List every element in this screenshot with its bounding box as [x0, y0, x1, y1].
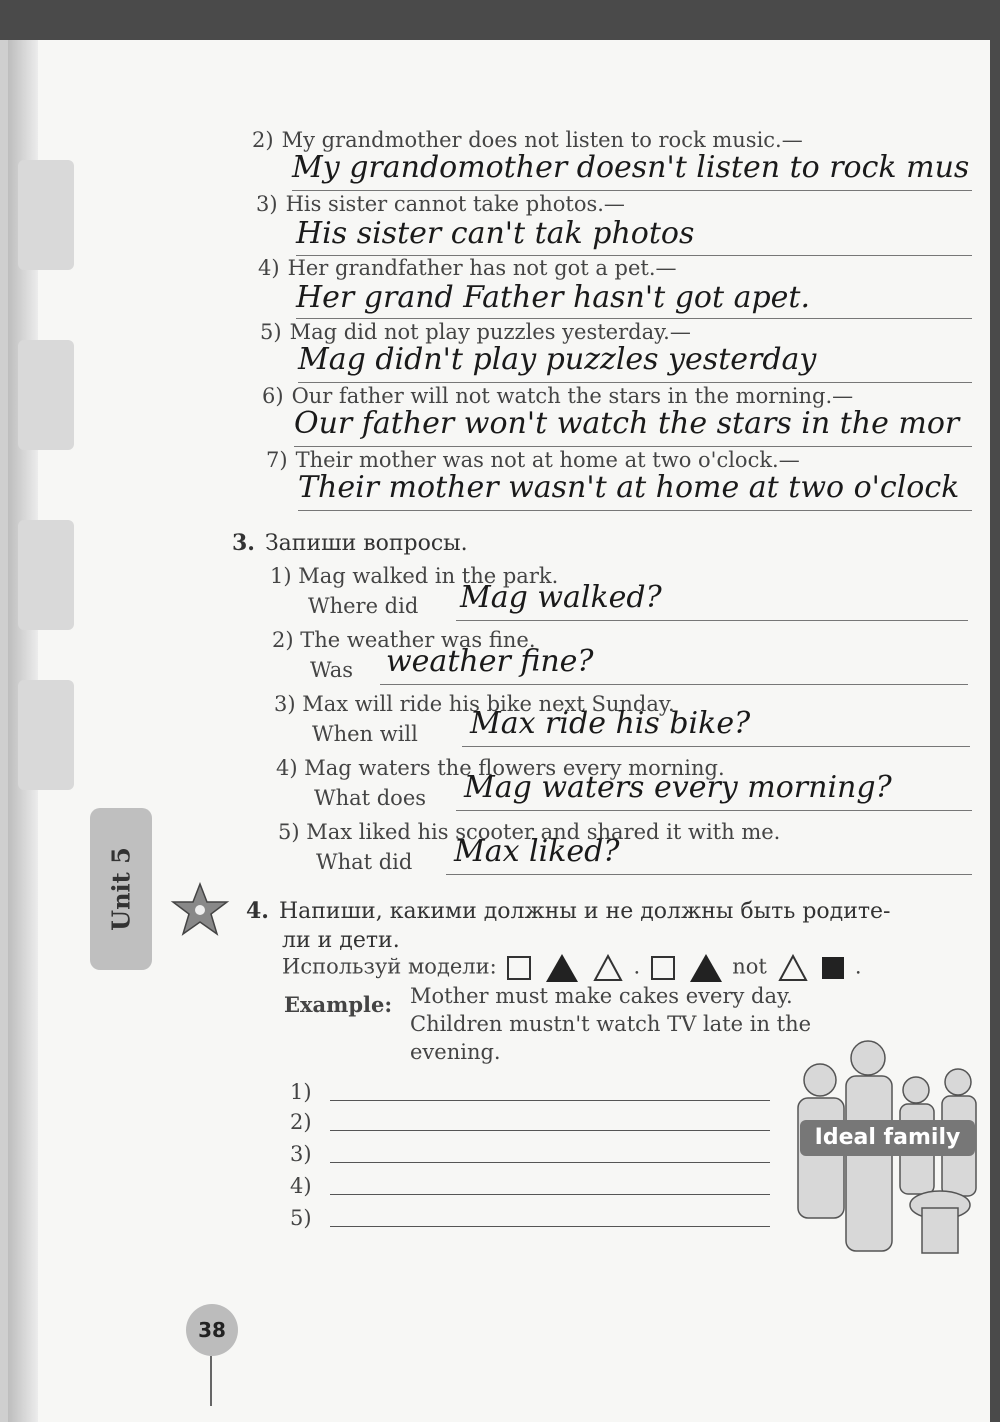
- blank-number: 4): [290, 1174, 312, 1198]
- ex2-answer-6: Our father won't watch the stars in the mor: [294, 406, 960, 441]
- models-label: Используй модели:: [282, 954, 497, 979]
- answer-line: [446, 874, 972, 875]
- ex2-item-5: 5) Mag did not play puzzles yesterday.—: [260, 320, 691, 344]
- page-tab: [18, 340, 74, 450]
- filled-square-icon: [822, 957, 844, 979]
- example-line: evening.: [410, 1040, 501, 1064]
- blank-number: 2): [290, 1110, 312, 1134]
- blank-line[interactable]: [330, 1130, 770, 1131]
- ex3-answer-2: weather fine?: [386, 644, 594, 679]
- ex3-prompt-3: When will: [312, 722, 418, 746]
- ex4-title-line2: ли и дети.: [282, 928, 400, 953]
- ex2-answer-5: Mag didn't play puzzles yesterday: [298, 342, 817, 377]
- blank-line[interactable]: [330, 1194, 770, 1195]
- answer-line: [298, 510, 972, 511]
- ex2-answer-2: My grandomother doesn't listen to rock mus: [292, 150, 970, 185]
- ex2-item-7: 7) Their mother was not at home at two o'clock.—: [266, 448, 800, 472]
- unit-label: Unit 5: [106, 847, 136, 931]
- ex3-answer-1: Mag walked?: [460, 580, 662, 615]
- ex2-answer-7: Their mother wasn't at home at two o'clock: [298, 470, 960, 505]
- ex3-sentence-2: 2) The weather was fine.: [272, 628, 536, 652]
- ideal-family-banner: Ideal family: [800, 1120, 975, 1156]
- ex4-models-row: Используй модели: . not .: [282, 954, 862, 982]
- ex3-prompt-1: Where did: [308, 594, 419, 618]
- answer-line: [298, 382, 972, 383]
- open-triangle-icon: [778, 954, 808, 982]
- blank-line[interactable]: [330, 1100, 770, 1101]
- blank-number: 3): [290, 1142, 312, 1166]
- open-triangle-icon: [593, 954, 623, 982]
- ex3-prompt-5: What did: [316, 850, 413, 874]
- ex3-sentence-1: 1) Mag walked in the park.: [270, 564, 559, 588]
- star-icon: [170, 882, 230, 938]
- ex2-item-4: 4) Her grandfather has not got a pet.—: [258, 256, 677, 280]
- not-word: not: [732, 954, 767, 979]
- ex3-sentence-5: 5) Max liked his scooter and shared it with me.: [278, 820, 781, 844]
- blank-number: 1): [290, 1080, 312, 1104]
- ex2-item-3: 3) His sister cannot take photos.—: [256, 192, 625, 216]
- balloon-string: [210, 1356, 212, 1406]
- answer-line: [292, 190, 972, 191]
- ex3-answer-3: Max ride his bike?: [470, 706, 751, 741]
- blank-number: 5): [290, 1206, 312, 1230]
- answer-line: [456, 810, 972, 811]
- open-square-icon: [507, 956, 531, 980]
- ex3-sentence-4: 4) Mag waters the flowers every morning.: [276, 756, 725, 780]
- answer-line: [380, 684, 968, 685]
- filled-triangle-icon: [546, 954, 578, 982]
- ex3-prompt-2: Was: [310, 658, 354, 682]
- blank-line[interactable]: [330, 1226, 770, 1227]
- page-number: 38: [186, 1304, 238, 1356]
- ex3-title: 3. Запиши вопросы.: [232, 530, 468, 556]
- ex2-answer-4: Her grand Father hasn't got apet.: [296, 280, 811, 315]
- ex4-title-line1: 4. Напиши, какими должны и не должны быть родите-: [246, 898, 891, 924]
- ex2-item-6: 6) Our father will not watch the stars in the morning.—: [262, 384, 854, 408]
- answer-line: [462, 746, 970, 747]
- ex3-sentence-3: 3) Max will ride his bike next Sunday.: [274, 692, 675, 716]
- ex3-prompt-4: What does: [314, 786, 427, 810]
- ex3-answer-4: Mag waters every morning?: [464, 770, 892, 805]
- blank-line[interactable]: [330, 1162, 770, 1163]
- page-tab: [18, 160, 74, 270]
- ex2-answer-3: His sister can't tak photos: [296, 216, 695, 251]
- answer-line: [456, 620, 968, 621]
- ex2-item-2: 2) My grandmother does not listen to rock music.—: [252, 128, 803, 152]
- ex3-answer-5: Max liked?: [454, 834, 620, 869]
- example-line: Mother must make cakes every day.: [410, 984, 793, 1008]
- example-label: Example:: [284, 992, 393, 1017]
- page-tab: [18, 680, 74, 790]
- open-square-icon: [651, 956, 675, 980]
- answer-line: [296, 318, 972, 319]
- example-line: Children mustn't watch TV late in the: [410, 1012, 812, 1036]
- filled-triangle-icon: [690, 954, 722, 982]
- answer-line: [294, 446, 972, 447]
- unit-side-tab: [90, 808, 152, 970]
- page-tab: [18, 520, 74, 630]
